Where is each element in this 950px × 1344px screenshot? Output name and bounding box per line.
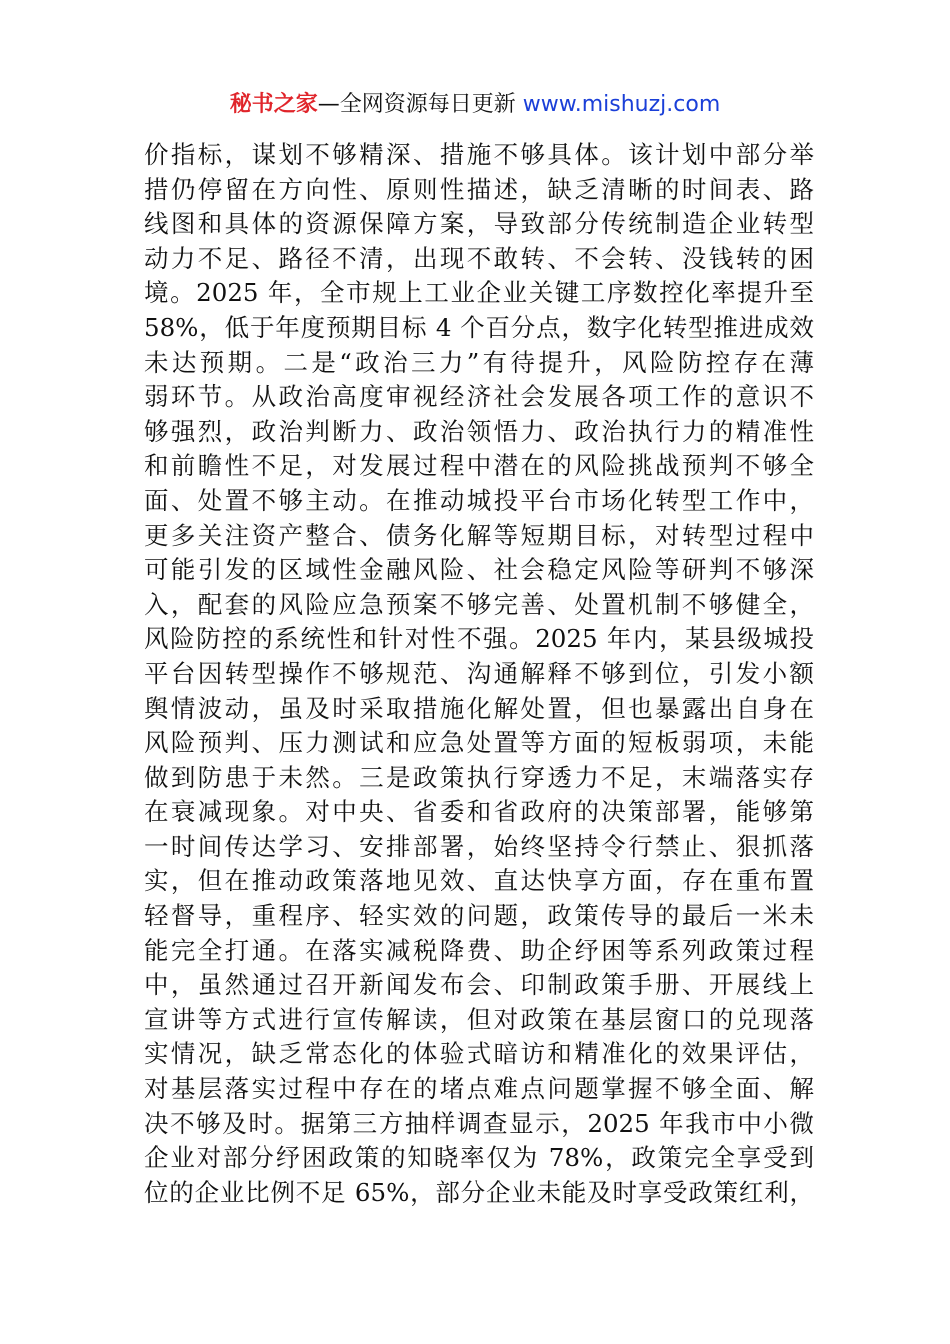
text-line: 企业对部分纾困政策的知晓率仅为 78%，政策完全享受到 [144,1143,814,1173]
text-line: 实情况，缺乏常态化的体验式暗访和精准化的效果评估， [144,1039,814,1069]
text-line: 面、处置不够主动。在推动城投平台市场化转型工作中， [144,485,814,515]
text-line: 在衰减现象。对中央、省委和省政府的决策部署，能够第 [144,797,814,827]
text-line: 措仍停留在方向性、原则性描述，缺乏清晰的时间表、路 [144,174,814,204]
page-header [0,88,950,122]
text-line: 未达预期。二是“政治三力”有待提升，风险防控存在薄 [144,347,814,377]
text-line: 对基层落实过程中存在的堵点难点问题掌握不够全面、解 [144,1074,814,1104]
text-line: 能完全打通。在落实减税降费、助企纾困等系列政策过程 [144,935,814,965]
text-line: 位的企业比例不足 65%，部分企业未能及时享受政策红利， [144,1177,814,1207]
text-line: 58%，低于年度预期目标 4 个百分点，数字化转型推进成效 [144,312,814,342]
text-line: 弱环节。从政治高度审视经济社会发展各项工作的意识不 [144,382,814,412]
text-line: 和前瞻性不足，对发展过程中潜在的风险挑战预判不够全 [144,451,814,481]
brand-name: 秘书之家 [229,92,318,117]
text-line: 风险防控的系统性和针对性不强。2025 年内，某县级城投 [144,624,814,654]
text-line: 可能引发的区域性金融风险、社会稳定风险等研判不够深 [144,555,814,585]
text-line: 动力不足、路径不清，出现不敢转、不会转、没钱转的困 [144,243,814,273]
site-url-link[interactable]: www.mishuzj.com [522,92,721,117]
text-line: 一时间传达学习、安排部署，始终坚持令行禁止、狠抓落 [144,831,814,861]
header-tagline: —全网资源每日更新 [317,92,516,117]
text-line: 够强烈，政治判断力、政治领悟力、政治执行力的精准性 [144,416,814,446]
text-line: 入，配套的风险应急预案不够完善、处置机制不够健全， [144,589,814,619]
text-line: 实，但在推动政策落地见效、直达快享方面，存在重布置 [144,866,814,896]
text-line: 风险预判、压力测试和应急处置等方面的短板弱项，未能 [144,728,814,758]
text-line: 线图和具体的资源保障方案，导致部分传统制造企业转型 [144,209,814,239]
text-line: 决不够及时。据第三方抽样调查显示，2025 年我市中小微 [144,1108,814,1138]
text-line: 轻督导，重程序、轻实效的问题，政策传导的最后一米未 [144,901,814,931]
text-line: 更多关注资产整合、债务化解等短期目标，对转型过程中 [144,520,814,550]
text-line: 做到防患于未然。三是政策执行穿透力不足，末端落实存 [144,762,814,792]
text-line: 中，虽然通过召开新闻发布会、印制政策手册、开展线上 [144,970,814,1000]
text-line: 境。2025 年，全市规上工业企业关键工序数控化率提升至 [144,278,814,308]
body-paragraph [144,138,814,1210]
text-line: 价指标，谋划不够精深、措施不够具体。该计划中部分举 [144,140,814,169]
text-line: 平台因转型操作不够规范、沟通解释不够到位，引发小额 [144,658,814,688]
text-line: 宣讲等方式进行宣传解读，但对政策在基层窗口的兑现落 [144,1004,814,1034]
text-line: 舆情波动，虽及时采取措施化解处置，但也暴露出自身在 [144,693,814,723]
